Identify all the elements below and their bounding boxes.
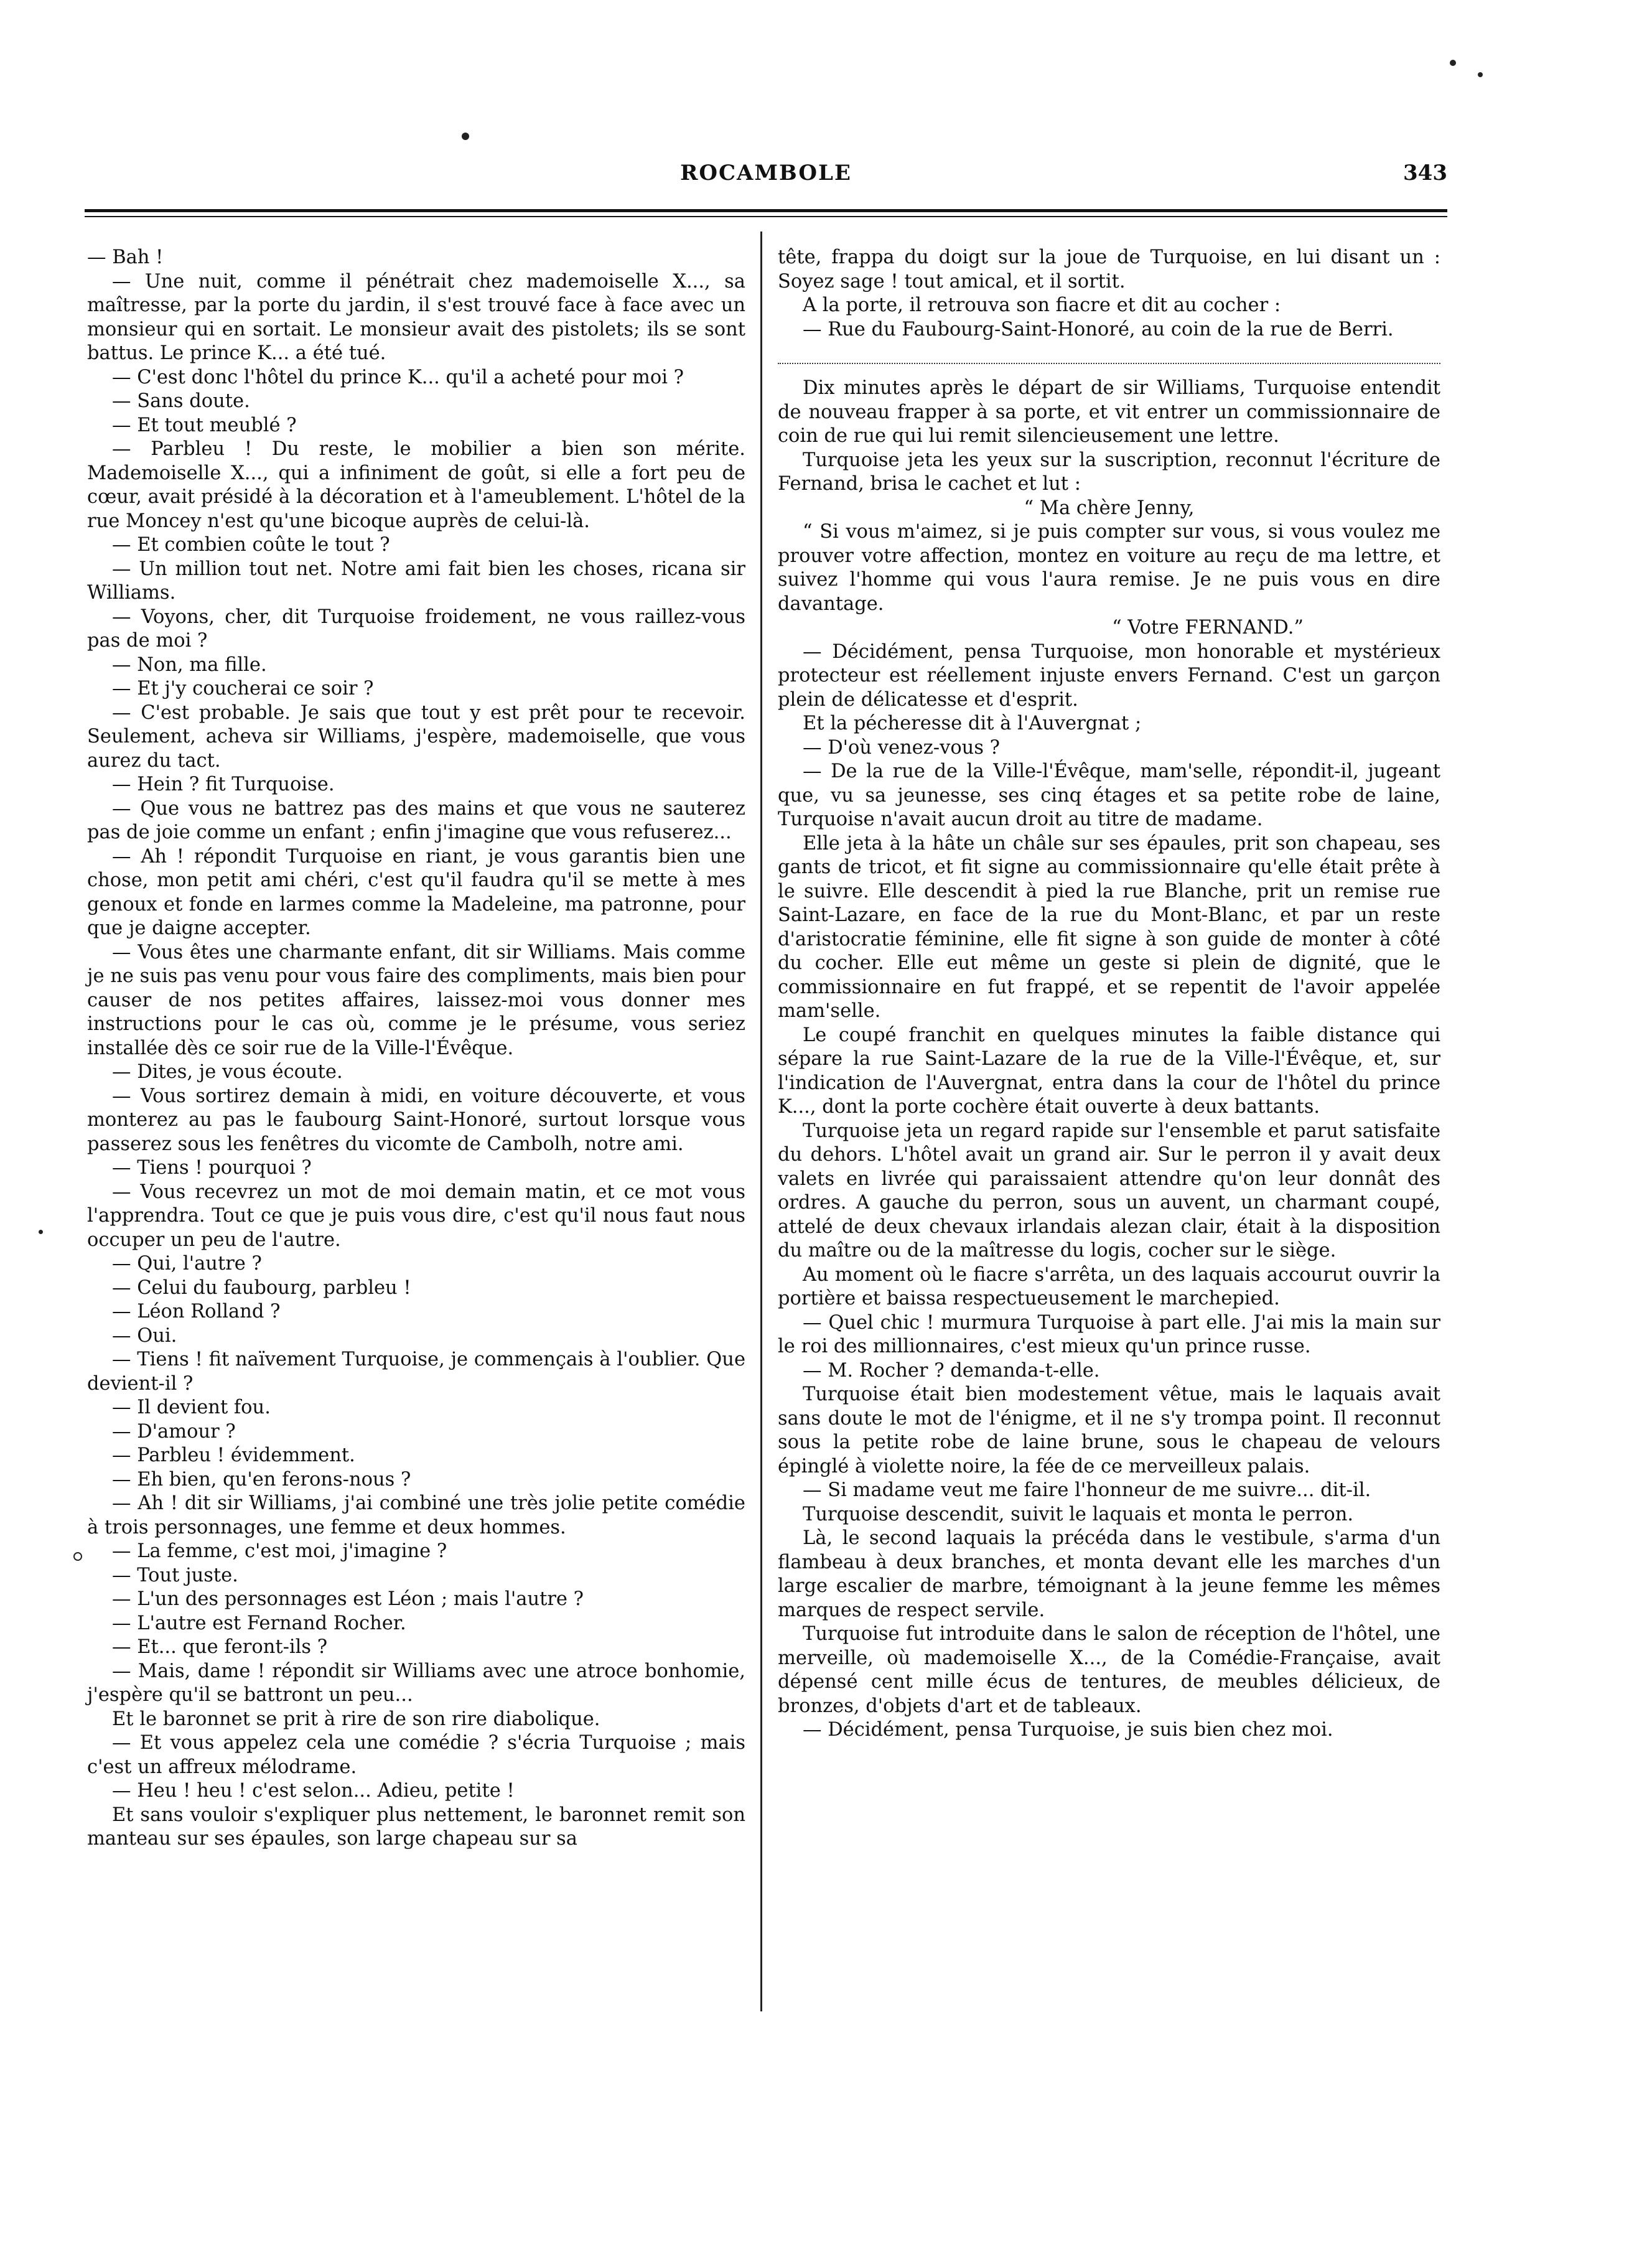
paragraph: — Eh bien, qu'en ferons-nous ? [112,1468,411,1491]
paragraph: “ Si vous m'aimez, si je puis compter sur vous, si vous voulez me prouver votre affection, montez en voiture au reçu de ma lettre, et suivez l'homme qui vous l'aura remise. Je ne puis vous en dire davantage. [778,521,1440,615]
paragraph: — Il devient fou. [112,1397,271,1418]
paragraph: — Décidément, pensa Turquoise, mon honorable et mystérieux protecteur est réellement injuste envers Fernand. C'est un garçon plein de délicatesse et d'esprit. [778,640,1440,711]
paragraph: — Vous sortirez demain à midi, en voiture découverte, et vous monterez au pas le faubourg Saint-Honoré, surtout lorsque vous passerez sous les fenêtres du vicomte de Cambolh, notre ami. [87,1085,745,1155]
section-separator [778,363,1440,364]
paragraph: Turquoise était bien modestement vêtue, mais le laquais avait sans doute le mot de l'énigme, et il ne s'y trompa point. Il reconnut sous la petite robe de laine brune, sous le chapeau de velours épinglé à violette noire, la fée de ce merveilleux palais. [778,1383,1440,1477]
scan-speck [462,133,469,140]
paragraph: Turquoise jeta les yeux sur la suscription, reconnut l'écriture de Fernand, brisa le cachet et lut : [778,449,1440,495]
running-header [85,161,1447,192]
scan-speck [1450,60,1456,66]
scan-speck [73,1552,82,1561]
paragraph: — La femme, c'est moi, j'imagine ? [112,1540,447,1562]
paragraph: — Et... que feront-ils ? [112,1636,328,1658]
paragraph: — Celui du faubourg, parbleu ! [112,1276,411,1299]
paragraph: — Une nuit, comme il pénétrait chez mademoiselle X..., sa maîtresse, par la porte du jardin, il s'est trouvé face à face avec un monsieur qui en sortait. Le monsieur avait des pistolets; ils se sont battus. Le prince K... a été tué. [87,270,745,364]
header-rule-thin [85,216,1447,217]
paragraph: — Et tout meublé ? [112,414,297,436]
paragraph: Turquoise fut introduite dans le salon de réception de l'hôtel, une merveille, où mademoiselle X..., de la Comédie-Française, avait dépensé cent mille écus de tentures, de meubles délicieux, de bronzes, d'objets d'art et de tableaux. [778,1623,1440,1717]
left-column [87,246,745,1851]
paragraph: — Si madame veut me faire l'honneur de me suivre... dit-il. [803,1479,1371,1501]
paragraph: “ Ma chère Jenny, [1024,497,1195,519]
paragraph: — Un million tout net. Notre ami fait bien les choses, ricana sir Williams. [87,558,745,604]
paragraph: — Hein ? fit Turquoise. [112,774,335,795]
paragraph: — Parbleu ! évidemment. [112,1444,355,1466]
right-column-bottom [778,377,1440,1743]
paragraph: — Bah ! [87,246,164,268]
paragraph: Le coupé franchit en quelques minutes la faible distance qui sépare la rue Saint-Lazare de la rue de la Ville-l'Évêque, et, sur l'indication de l'Auvergnat, entra dans la cour de l'hôtel du prince K..., dont la porte cochère était ouverte à deux battants. [778,1024,1440,1118]
paragraph: — Non, ma fille. [112,653,267,676]
paragraph: — Mais, dame ! répondit sir Williams avec une atroce bonhomie, j'espère qu'il se battront un peu... [87,1660,745,1706]
paragraph: — Vous recevrez un mot de moi demain matin, et ce mot vous l'apprendra. Tout ce que je puis vous dire, c'est qu'il nous faut nous occuper un peu de l'autre. [87,1181,745,1251]
paragraph: — Heu ! heu ! c'est selon... Adieu, petite ! [112,1780,515,1802]
paragraph: A la porte, il retrouva son fiacre et dit au cocher : [803,294,1281,316]
paragraph: — Quel chic ! murmura Turquoise à part elle. J'ai mis la main sur le roi des millionnaires, c'est mieux qu'un prince russe. [778,1311,1440,1357]
paragraph: Et la pécheresse dit à l'Auvergnat ; [803,713,1142,734]
page-number: 343 [1403,161,1447,185]
paragraph: — Tiens ! fit naïvement Turquoise, je commençais à l'oublier. Que devient-il ? [87,1349,745,1395]
paragraph: — Léon Rolland ? [112,1301,281,1322]
paragraph: — C'est probable. Je sais que tout y est prêt pour te recevoir. Seulement, acheva sir Williams, j'espère, mademoiselle, que vous aurez du tact. [87,701,745,772]
paragraph: — Tiens ! pourquoi ? [112,1157,312,1179]
paragraph: tête, frappa du doigt sur la joue de Turquoise, en lui disant un : Soyez sage ! tout amical, et il sortit. [778,246,1440,292]
paragraph: — Que vous ne battrez pas des mains et que vous ne sauterez pas de joie comme un enfant ; enfin j'imagine que vous refuserez... [87,797,745,843]
right-column-top [778,246,1440,342]
header-rule-thick [85,209,1447,212]
paragraph: Là, le second laquais la précéda dans le vestibule, s'arma d'un flambeau à deux branches, et monta devant elle les marches d'un large escalier de marbre, témoignant à la jeune femme les mêmes marques de respect servile. [778,1527,1440,1621]
paragraph: Et le baronnet se prit à rire de son rire diabolique. [112,1708,600,1730]
paragraph: — Qui, l'autre ? [112,1253,262,1275]
paragraph: — M. Rocher ? demanda-t-elle. [803,1359,1100,1382]
paragraph: — D'où venez-vous ? [803,736,1001,759]
scan-speck [1478,72,1483,77]
paragraph: — Tout juste. [112,1564,238,1586]
paragraph: Turquoise descendit, suivit le laquais et monta le perron. [803,1503,1354,1525]
paragraph: — L'autre est Fernand Rocher. [112,1612,406,1634]
paragraph: — Ah ! dit sir Williams, j'ai combiné une très jolie petite comédie à trois personnages, une femme et deux hommes. [87,1492,745,1538]
paragraph: Et sans vouloir s'expliquer plus nettement, le baronnet remit son manteau sur ses épaules, son large chapeau sur sa [87,1804,745,1850]
paragraph: — Vous êtes une charmante enfant, dit sir Williams. Mais comme je ne suis pas venu pour vous faire des compliments, mais bien pour causer de nos petites affaires, laissez-moi vous donner mes instructions pour le cas où, comme je le présume, vous seriez installée dès ce soir rue de la Ville-l'Évêque. [87,941,745,1059]
paragraph: — Et j'y coucherai ce soir ? [112,678,374,700]
paragraph: — Et combien coûte le tout ? [112,534,390,556]
paragraph: “ Votre FERNAND.” [1112,617,1304,639]
paragraph: — De la rue de la Ville-l'Évêque, mam'selle, répondit-il, jugeant que, vu sa jeunesse, ses cinq étages et sa petite robe de laine, Turquoise n'avait aucun droit au titre de madame. [778,760,1440,830]
column-divider [760,232,762,2011]
paragraph: Dix minutes après le départ de sir Williams, Turquoise entendit de nouveau frapper à sa porte, et vit entrer un commissionnaire de coin de rue qui lui remit silencieusement une lettre. [778,377,1440,447]
paragraph: Elle jeta à la hâte un châle sur ses épaules, prit son chapeau, ses gants de tricot, et fit signe au commissionnaire qu'elle était prête à le suivre. Elle descendit à pied la rue Blanche, prit un remise rue Saint-Lazare, en face de la rue du Mont-Blanc, et par un reste d'aristocratie féminine, elle fit signe à son guide de monter à côté du cocher. Elle eut même un geste si plein de dignité, que le commissionnaire en fut frappé, et se repentit de l'avoir appelée mam'selle. [778,832,1440,1022]
paragraph: — L'un des personnages est Léon ; mais l'autre ? [112,1588,584,1610]
paragraph: — C'est donc l'hôtel du prince K... qu'il a acheté pour moi ? [112,366,684,388]
paragraph: Turquoise jeta un regard rapide sur l'ensemble et parut satisfaite du dehors. L'hôtel avait un grand air. Sur le perron il y avait deux valets en livrée qui paraissaient attendre qu'on leur donnât des ordres. A gauche du perron, sous un auvent, un charmant coupé, attelé de deux chevaux irlandais alezan clair, était à la disposition du maître ou de la maîtresse du logis, cocher sur le siège. [778,1120,1440,1261]
running-title: ROCAMBOLE [680,161,852,185]
right-column [778,246,1440,1743]
paragraph: — Sans doute. [112,390,250,412]
paragraph: — Oui. [112,1324,177,1347]
paragraph: — Voyons, cher, dit Turquoise froidement, ne vous raillez-vous pas de moi ? [87,606,745,652]
paragraph: — Décidément, pensa Turquoise, je suis bien chez moi. [803,1719,1333,1741]
paragraph: — Ah ! répondit Turquoise en riant, je vous garantis bien une chose, mon petit ami chéri, c'est qu'il faudra qu'il se mette à mes genoux et fonde en larmes comme la Madeleine, ma patronne, pour que je daigne accepter. [87,845,745,939]
paragraph: — Et vous appelez cela une comédie ? s'écria Turquoise ; mais c'est un affreux mélodrame. [87,1732,745,1778]
paragraph: — Rue du Faubourg-Saint-Honoré, au coin de la rue de Berri. [803,318,1394,340]
scan-speck [39,1230,43,1234]
paragraph: — Dites, je vous écoute. [112,1061,343,1083]
paragraph: Au moment où le fiacre s'arrêta, un des laquais accourut ouvrir la portière et baissa respectueusement le marchepied. [778,1263,1440,1309]
paragraph: — Parbleu ! Du reste, le mobilier a bien son mérite. Mademoiselle X..., qui a infiniment de goût, si elle a fort peu de cœur, avait présidé à la décoration et à l'ameublement. L'hôtel de la rue Moncey n'est qu'une bicoque auprès de celui-là. [87,438,745,532]
paragraph: — D'amour ? [112,1420,236,1443]
